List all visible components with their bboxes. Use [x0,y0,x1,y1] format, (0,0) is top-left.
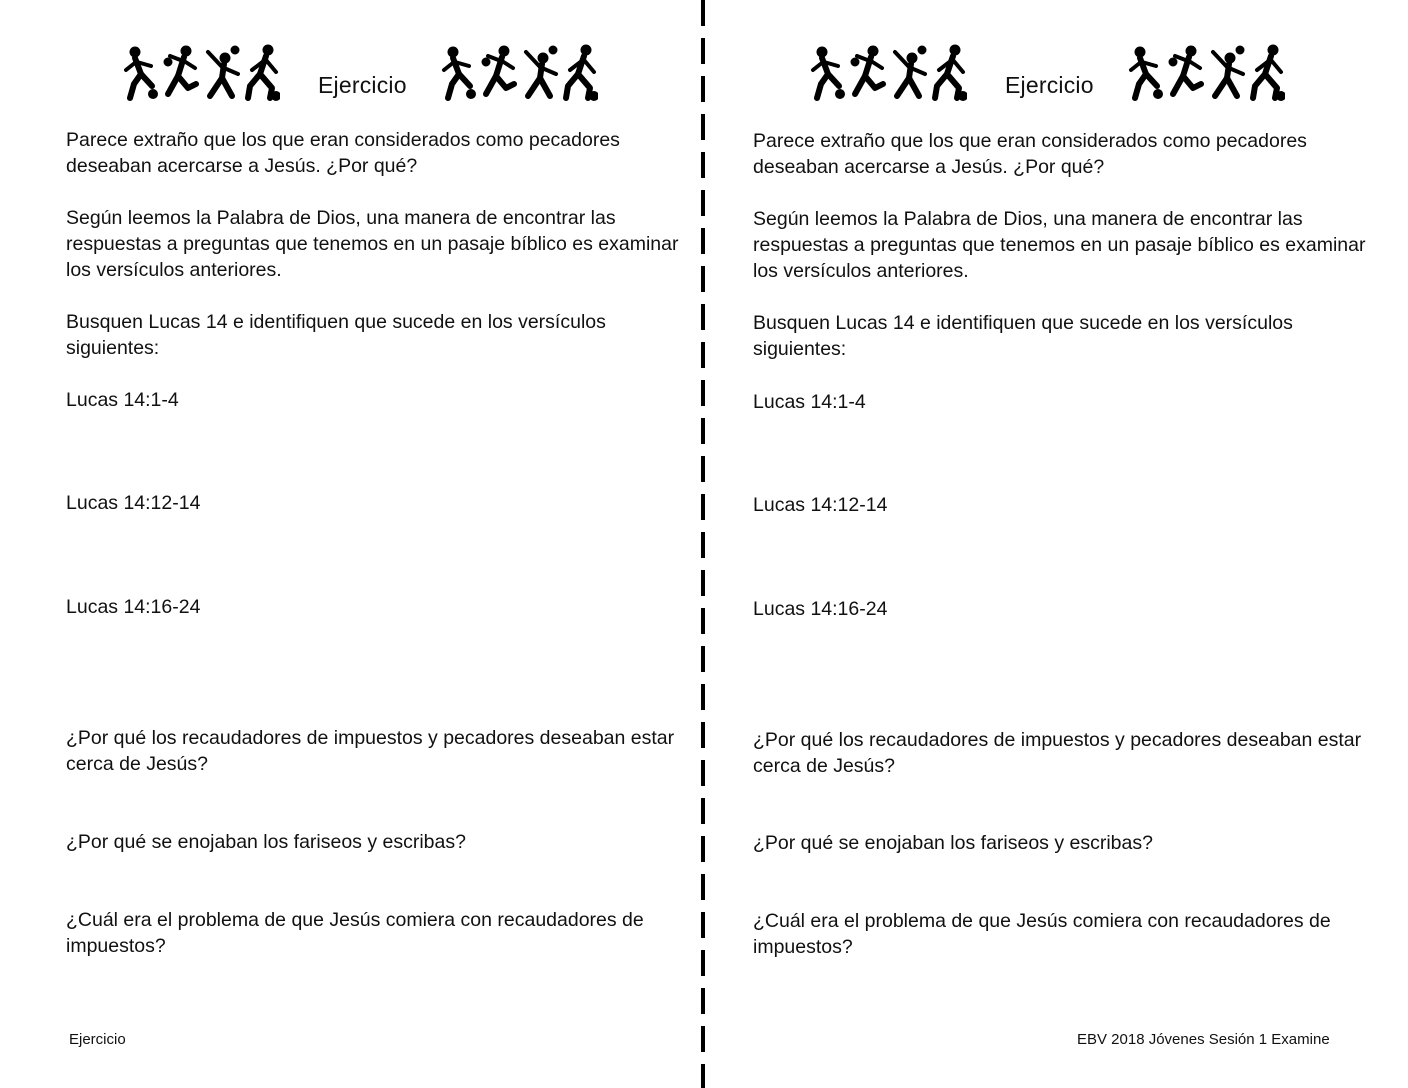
soccer-figures-group [440,44,598,102]
soccer-figures-group [1127,44,1285,102]
worksheet-title: Ejercicio [1005,72,1094,98]
worksheet-header [809,44,1309,108]
soccer-player-header-icon [1207,44,1245,102]
soccer-player-header-icon [202,44,240,102]
soccer-player-dribble-icon [560,44,598,102]
soccer-player-run-icon [1167,44,1205,102]
soccer-player-dribble-icon [242,44,280,102]
soccer-player-dribble-icon [929,44,967,102]
instruction-paragraph: Busquen Lucas 14 e identifiquen que sucede en los versículos siguientes: [753,312,1293,360]
footer-credit: EBV 2018 Jóvenes Sesión 1 Examine [1077,1031,1330,1048]
question-3: ¿Cuál era el problema de que Jesús comiera con recaudadores de impuestos? [66,909,644,957]
soccer-player-run-icon [162,44,200,102]
soccer-figures-group [809,44,967,102]
question-2: ¿Por qué se enojaban los fariseos y escribas? [66,831,466,853]
soccer-figures-group [122,44,280,102]
worksheet-title: Ejercicio [318,72,407,98]
question-3: ¿Cuál era el problema de que Jesús comiera con recaudadores de impuestos? [753,910,1331,958]
method-paragraph: Según leemos la Palabra de Dios, una manera de encontrar las respuestas a preguntas que tenemos en un pasaje bíblico es examinar los versículos anteriores. [753,208,1366,282]
reference-1: Lucas 14:1-4 [66,389,179,411]
worksheet-right [751,0,1391,1088]
soccer-player-run-icon [849,44,887,102]
soccer-player-kick-icon [122,44,160,102]
worksheet-left [64,0,704,1088]
intro-paragraph: Parece extraño que los que eran considerados como pecadores deseaban acercarse a Jesús. ¿Por qué? [66,129,620,177]
soccer-player-dribble-icon [1247,44,1285,102]
soccer-player-header-icon [520,44,558,102]
reference-1: Lucas 14:1-4 [753,391,866,413]
question-1: ¿Por qué los recaudadores de impuestos y pecadores deseaban estar cerca de Jesús? [753,729,1362,777]
reference-3: Lucas 14:16-24 [753,598,888,620]
intro-paragraph: Parece extraño que los que eran considerados como pecadores deseaban acercarse a Jesús. ¿Por qué? [753,130,1307,178]
soccer-player-kick-icon [809,44,847,102]
cut-line-divider [701,0,705,1088]
soccer-player-run-icon [480,44,518,102]
question-2: ¿Por qué se enojaban los fariseos y escribas? [753,832,1153,854]
instruction-paragraph: Busquen Lucas 14 e identifiquen que sucede en los versículos siguientes: [66,311,606,359]
method-paragraph: Según leemos la Palabra de Dios, una manera de encontrar las respuestas a preguntas que tenemos en un pasaje bíblico es examinar los versículos anteriores. [66,207,679,281]
worksheet-header [122,44,622,108]
reference-3: Lucas 14:16-24 [66,596,201,618]
soccer-player-header-icon [889,44,927,102]
reference-2: Lucas 14:12-14 [66,492,201,514]
question-1: ¿Por qué los recaudadores de impuestos y pecadores deseaban estar cerca de Jesús? [66,727,675,775]
footer-label: Ejercicio [69,1031,126,1048]
soccer-player-kick-icon [440,44,478,102]
soccer-player-kick-icon [1127,44,1165,102]
reference-2: Lucas 14:12-14 [753,494,888,516]
